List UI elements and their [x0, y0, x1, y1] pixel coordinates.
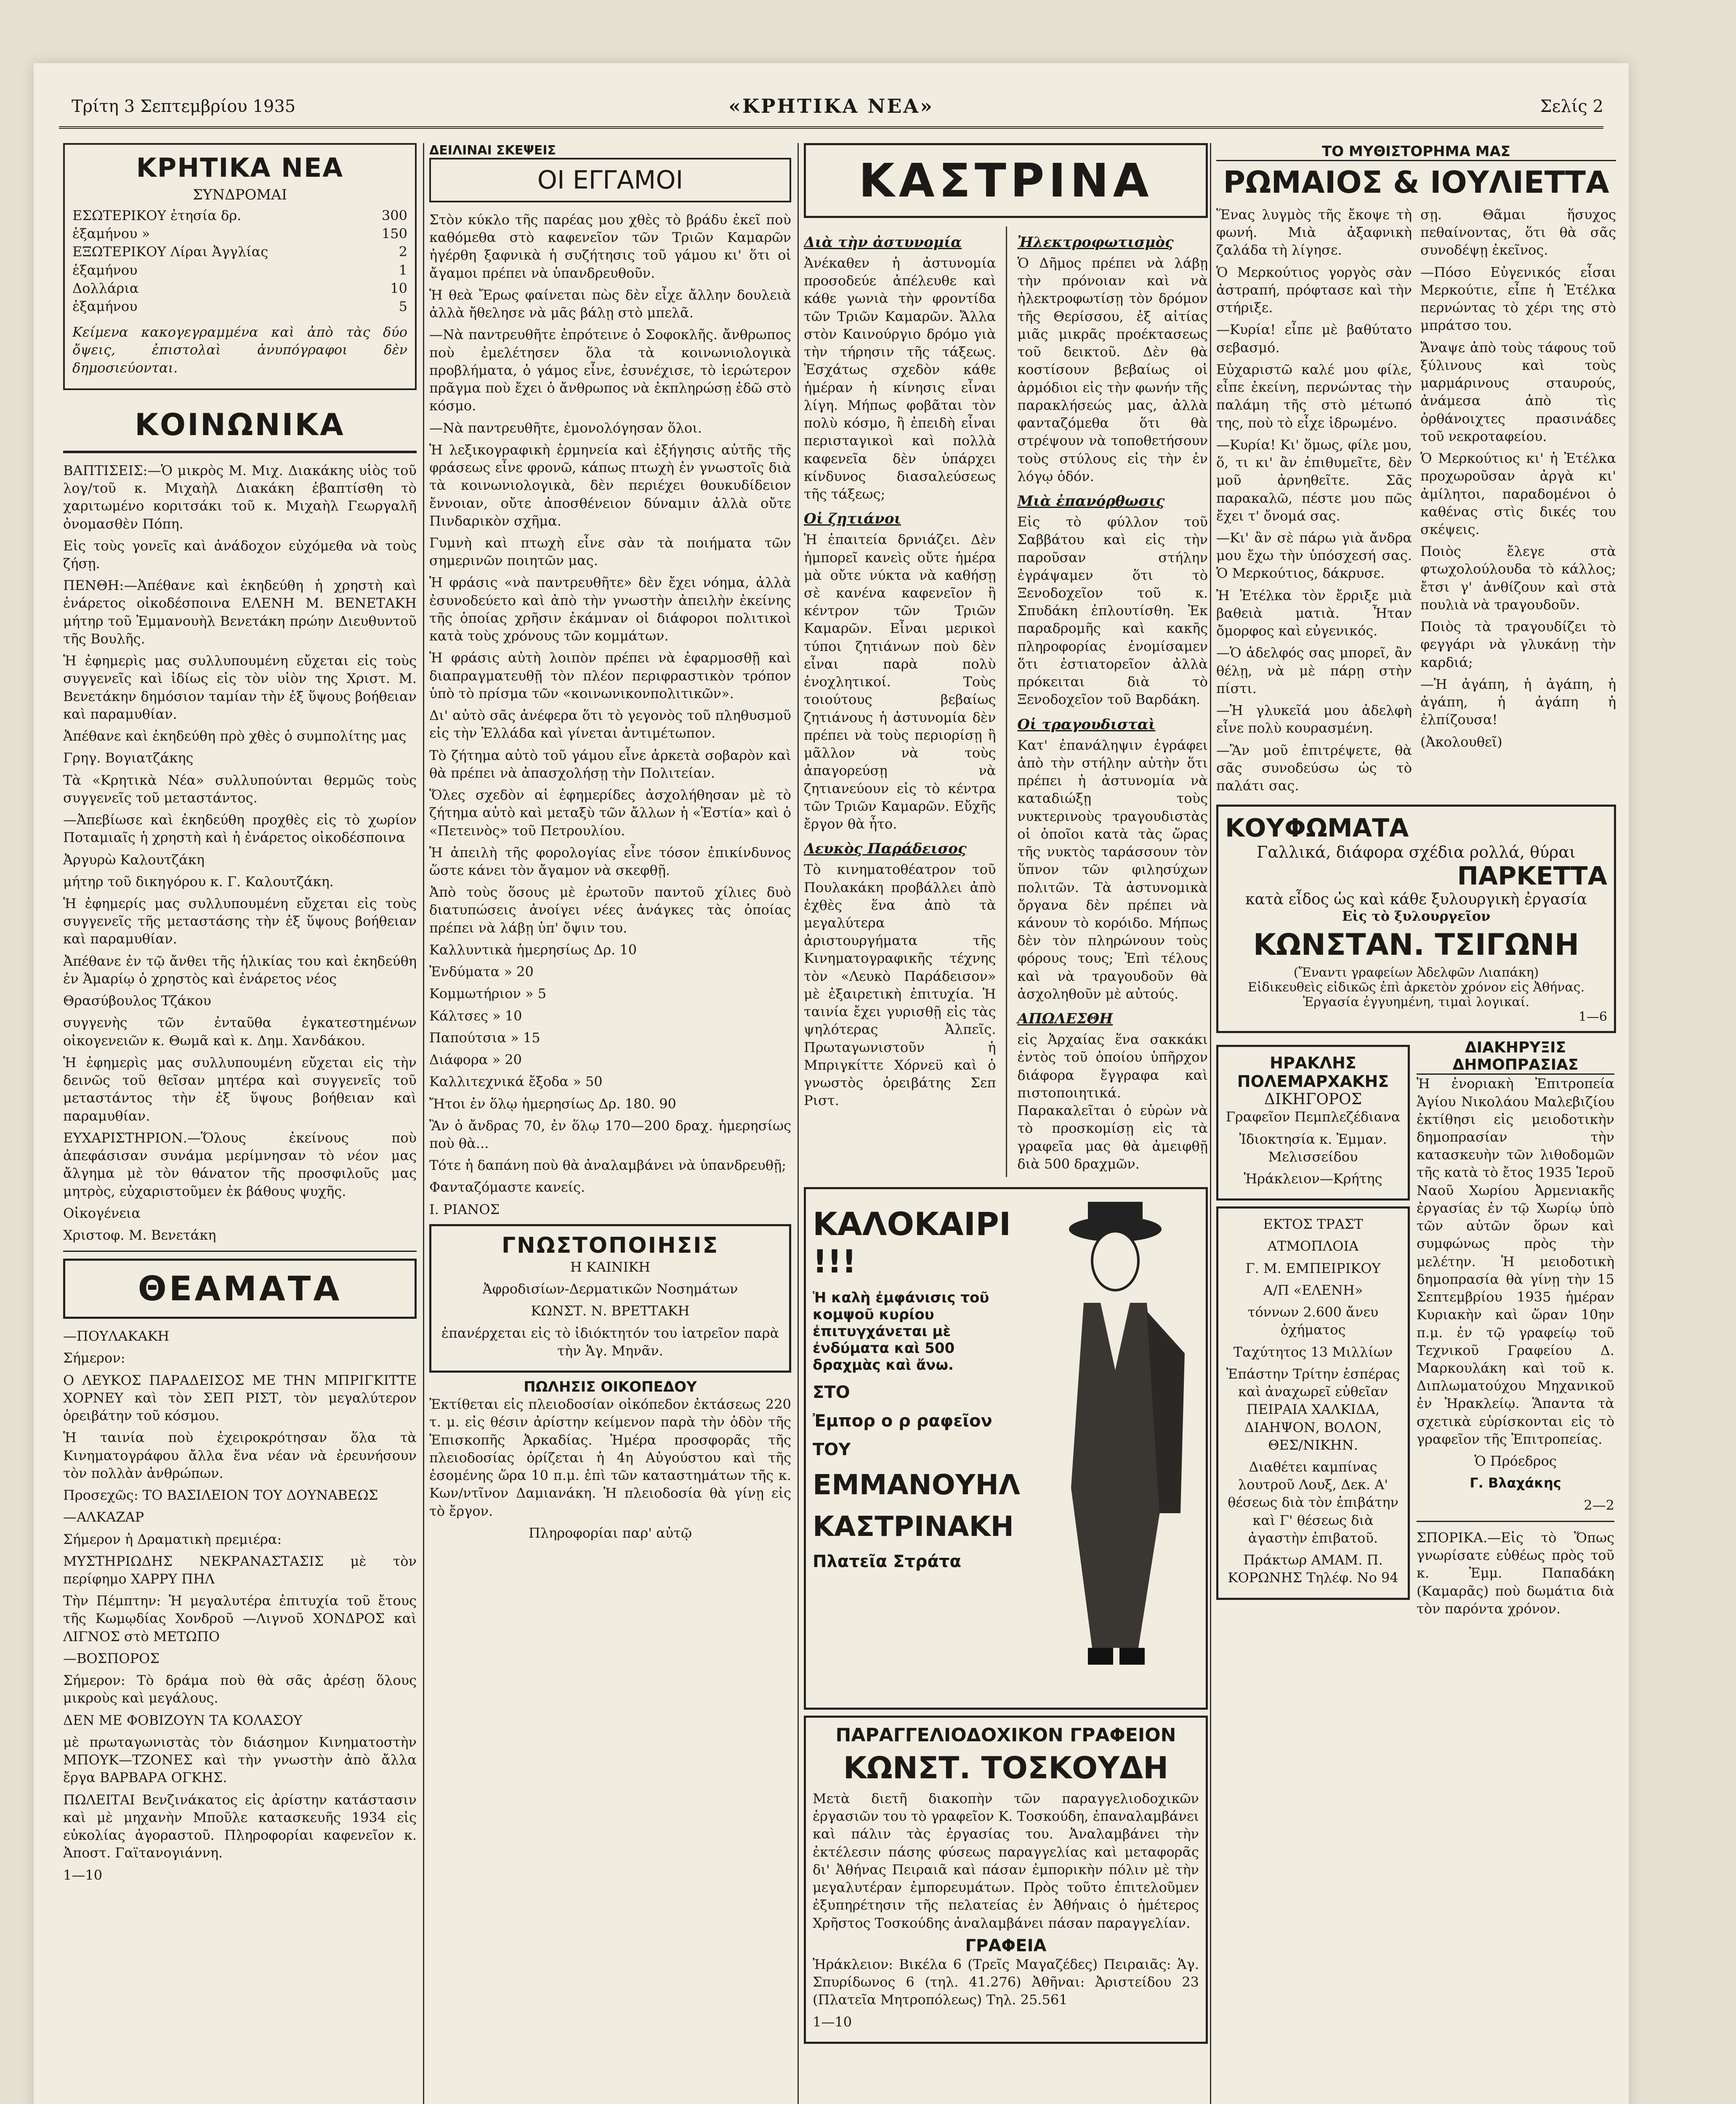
subs-label: ἑξαμήνου »: [72, 226, 150, 242]
paragraph: —Ἡ γλυκεῖά μου ἀδελφὴ εἶνε πολὺ κουρασμένη.: [1216, 702, 1412, 736]
subs-label: ἑξαμήνου: [72, 298, 138, 314]
paragraph: —Ἡ ἀγάπη, ἡ ἀγάπη, ἡ ἀγάπη, ἡ ἀγάπη ἡ ἐλπίζουσα!: [1420, 676, 1616, 728]
paragraph: Ἀπέθανε ἐν τῷ ἄνθει τῆς ἡλικίας του καὶ ἐκηδεύθη ἐν Ἀμαρίῳ ὁ χρηστὸς καὶ ἐνάρετος νέος: [63, 953, 417, 987]
paragraph: —Ἂν μοῦ ἐπιτρέψετε, θὰ σᾶς συνοδεύσω ὡς τὸ παλάτι σας.: [1216, 742, 1412, 794]
subs-rows: [72, 207, 407, 316]
subscription-box: [63, 143, 417, 390]
paragraph: Καλλυντικὰ ἡμερησίως Δρ. 10: [429, 941, 637, 958]
summer-ad-line: ΚΑΣΤΡΙΝΑΚΗ: [813, 1510, 1014, 1543]
divider: [1417, 1521, 1614, 1522]
paragraph: ΠΕΝΘΗ:—Ἀπέθανε καὶ ἐκηδεύθη ἡ χρηστὴ καὶ ἐνάρετος οἰκοδέσποινα ΕΛΕΝΗ Μ. ΒΕΝΕΤΑΚΗ μήτηρ τοῦ Ἐμμανουὴλ Βενετάκη πρώην Διευθυντοῦ τῆς Βουλῆς.: [63, 577, 417, 647]
paragraph: —ΠΟΥΛΑΚΑΚΗ: [63, 1328, 170, 1344]
serial-title: ΡΩΜΑΙΟΣ & ΙΟΥΛΙΕΤΤΑ: [1223, 165, 1609, 200]
sport-text: ΣΠΟΡΙΚΑ.—Εἰς τὸ Ὅπως γνωρίσατε εὐθέως πρὸς τοῦ κ. Ἐμμ. Παπαδάκη (Καμαρᾶς) ποὺ δωμάτια διὰ τὸν παρόντα χρόνον.: [1417, 1529, 1614, 1617]
article-kicker: ΔΕΙΛΙΝΑΙ ΣΚΕΨΕΙΣ: [429, 143, 556, 158]
box-title: ΚΡΗΤΙΚΑ ΝΕΑ: [136, 152, 344, 183]
subs-value: 10: [390, 280, 407, 296]
summer-ad-line: ΕΜΜΑΝΟΥΗΛ: [813, 1469, 1020, 1501]
section-title: Οἱ ζητιάνοι: [804, 510, 901, 528]
lawyer-ad: [1216, 1045, 1410, 1201]
paragraph: Ἤτοι ἐν ὅλῳ ἡμερησίως Δρ. 180. 90: [429, 1095, 676, 1112]
paragraph: Τότε ἡ δαπάνη ποὺ θὰ ἀναλαμβάνει νὰ ὑπανδρευθῇ;: [429, 1157, 787, 1174]
paragraph: ΒΑΠΤΙΣΕΙΣ:—Ὁ μικρὸς Μ. Μιχ. Διακάκης υἱὸς τοῦ λογ/τοῦ κ. Μιχαὴλ Διακάκη ἐβαπτίσθη τὸ χαριτωμένο κοριτσάκι τοῦ κ. Μιχαὴλ Γεωργαλῆ ὀνομασθὲν Πόπη.: [63, 462, 417, 532]
paragraph: Σήμερον:: [63, 1350, 125, 1366]
paragraph: —ΒΟΣΠΟΡΟΣ: [63, 1650, 160, 1666]
summer-ad-text: [813, 1205, 1020, 1572]
paragraph: Τὸ ζήτημα αὐτὸ τοῦ γάμου εἶνε ἀρκετὰ σοβαρὸν καὶ θὰ πρέπει νὰ ἀπασχολήσῃ τὴν Πολιτείαν.: [429, 747, 791, 781]
paragraph: Φανταζόμαστε κανείς.: [429, 1179, 585, 1195]
joinery-name: ΚΩΝΣΤΑΝ. ΤΣΙΓΩΝΗ: [1253, 927, 1579, 962]
agency-offices: Ἡράκλειον: Βικέλα 6 (Τρεῖς Μαγαζέδες) Πειραιᾶς: Ἁγ. Σπυρίδωνος 6 (τηλ. 41.276) Ἀθῆναι: Ἀριστείδου 23 (Πλατεῖα Μητροπόλεως) Τηλ. 25.561: [813, 1956, 1199, 2008]
paragraph: ΔΕΝ ΜΕ ΦΟΒΙΖΟΥΝ ΤΑ ΚΟΛΑΣΟΥ: [63, 1712, 303, 1728]
paragraph: Χριστοφ. Μ. Βενετάκη: [63, 1227, 216, 1243]
lawyer-lines: [1225, 1108, 1401, 1187]
joinery-line: (Ἔναντι γραφείων Ἀδελφῶν Λιαπάκη): [1293, 965, 1539, 980]
paragraph: Γυμνὴ καὶ πτωχὴ εἶνε σὰν τὰ ποιήματα τῶν σημερινῶν ποιητῶν μας.: [429, 534, 791, 569]
paragraph: Τὰ «Κρητικὰ Νέα» συλλυπούνται θερμῶς τοὺς συγγενεῖς τοῦ μεταστάντος.: [63, 772, 417, 806]
paragraph: Ποιὸς ἔλεγε στὰ φτωχολούλουδα τὸ κάλλος; ἔτσι γ' ἀνθίζουν καὶ στὰ πουλιὰ νὰ τραγουδοῦν.: [1420, 543, 1616, 613]
kastrina-right: [1017, 226, 1208, 1177]
subs-value: 5: [399, 298, 407, 314]
paragraph: σῃ. Θᾶμαι ἥσυχος πεθαίνοντας, ὅτι θὰ σᾶς συνοδέψῃ ἐκεῖνος.: [1420, 207, 1616, 258]
column-1: [63, 143, 417, 2104]
serial-kicker: ΤΟ ΜΥΘΙΣΤΟΡΗΜΑ ΜΑΣ: [1216, 143, 1616, 161]
paragraph: Ἄναψε ἀπὸ τοὺς τάφους τοῦ ξύλινους καὶ τοὺς μαρμάρινους σταυρούς, ἀνάμεσα ἀπὸ τὶς ὀρθάνοιχτες πρασινάδες τοῦ νεκροταφείου.: [1420, 339, 1616, 444]
paragraph: μήτηρ τοῦ δικηγόρου κ. Γ. Καλουτζάκη.: [63, 873, 334, 890]
inner-rule: [1006, 226, 1007, 1177]
paragraph: —Κυρία! Κι' ὅμως, φίλε μου, ὅ, τι κι' ἂν ἐπιθυμεῖτε, δὲν μοῦ ἀρνηθεῖτε. Σᾶς παρακαλῶ, πέστε μου πῶς ἔχει τ' ὄνομά σας.: [1216, 436, 1412, 524]
joinery-line: Γαλλικά, διάφορα σχέδια ρολλά, θύραι: [1257, 843, 1576, 862]
theater-title: ΘΕΑΜΑΤΑ: [63, 1259, 417, 1319]
lawyer-name: ΗΡΑΚΛΗΣ ΠΟΛΕΜΑΡΧΑΚΗΣ: [1237, 1054, 1389, 1091]
summer-ad-line: ΤΟΥ: [813, 1440, 851, 1460]
section-title: Οἱ τραγουδισταὶ: [1017, 716, 1156, 733]
paragraph: Ἡ ἀπειλὴ τῆς φορολογίας εἶνε τόσον ἐπικίνδυνος ὥστε κάνει τὸν ἄγαμον νὰ σκεφθῇ.: [429, 844, 791, 878]
paragraph: Α/Π «ΕΛΕΝΗ»: [1263, 1282, 1363, 1298]
section-text: Εἰς τὸ φύλλον τοῦ Σαββάτου καὶ εἰς τὴν παροῦσαν στήλην ἐγράψαμεν ὅτι τὸ Ξενοδοχεῖον τοῦ κ. Σπυδάκη ἐπλουτίσθη. Ἐκ παραδρομῆς καὶ κακῆς πληροφορίας ἐνομίσαμεν ὅτι ἐστιατορεῖον ἀλλὰ πρόκειται διὰ τὸ Ξενοδοχεῖον τοῦ Βαρδάκη.: [1017, 514, 1208, 708]
summer-ad-line: ΣΤΟ: [813, 1383, 850, 1403]
subs-row: [72, 261, 407, 279]
paragraph: Ἰδιοκτησία κ. Ἐμμαν. Μελισσείδου: [1239, 1131, 1387, 1165]
paragraph: Διαθέτει καμπίνας λουτροῦ Λουξ, Δεκ. Α' θέσεως διὰ τὸν ἐπιβάτην καὶ Γ' θέσεως διὰ ἀγαστὴν ἐπιβατοῦ.: [1228, 1459, 1398, 1546]
paragraph: Τὴν Πέμπτην: Ἡ μεγαλυτέρα ἐπιτυχία τοῦ ἔτους τῆς Κωμῳδίας Χονδροῦ —Λιγνοῦ ΧΟΝΔΡΟΣ καὶ ΛΙΓΝΟΣ στὸ ΜΕΤΩΠΟ: [63, 1593, 417, 1644]
paragraph: Πράκτωρ ΑΜΑΜ. Π. ΚΟΡΩΝΗΣ Τηλέφ. Νο 94: [1228, 1552, 1398, 1586]
column-rule: [1210, 143, 1211, 2104]
masthead: [34, 80, 1629, 126]
paragraph: —Κι' ἂν σὲ πάρω γιὰ ἄνδρα μου ἔχω τὴν ὑπόσχεσή σας. Ὁ Μερκούτιος, δάκρυσε.: [1216, 529, 1412, 582]
paragraph: μὲ πρωταγωνιστὰς τὸν διάσημον Κινηματοστὴν ΜΠΟΥΚ—ΤΖΟΝΕΣ καὶ τὴν γνωστὴν ἀπὸ ἄλλα ἔργα ΒΑΡΒΑΡΑ ΟΓΚΗΣ.: [63, 1734, 417, 1786]
paragraph: Ποιὸς τὰ τραγουδίζει τὸ φεγγάρι νὰ γλυκάνῃ τὴν καρδιά;: [1420, 619, 1616, 670]
section-text: Ἡ ἐπαιτεία δρνιάζει. Δὲν ἡμπορεῖ κανεὶς οὔτε ἡμέρα μὰ οὔτε νύκτα νὰ καθήσῃ σὲ κανένα καφενεῖον ἢ κέντρον τῶν Τριῶν Καμαρῶν. Εἶναι μερικοὶ τύποι ζητιάνων ποὺ δὲν εἶναι παρὰ πολὺ ἐνοχλητικοί. Τοὺς τοιούτους βεβαίως ζητιάνους ἡ ἀστυνομία δὲν πρέπει νὰ τοὺς περιορίσῃ ἢ μᾶλλον νὰ τοὺς ἀπαγορεύσῃ νὰ ζητιανεύουν εἰς τὸ κέντρα τῶν Τριῶν Καμαρῶν. Εὔχῆς ἔργον θὰ ἦτο.: [804, 531, 996, 832]
paragraph: Ὁ Μερκούτιος γοργὸς σὰν ἀστραπή, πρόφτασε καὶ τὴν στήριξε.: [1216, 264, 1412, 316]
paragraph: Η ΚΑΙΝΙΚΗ: [570, 1259, 651, 1275]
paragraph: —Πόσο Εὐγενικός εἶσαι Μερκούτιε, εἶπε ἡ Ἐτέλκα περνώντας τὸ χέρι της στὸ μπράτσο του.: [1420, 264, 1616, 334]
paragraph: Ἡ λεξικογραφικὴ ἑρμηνεία καὶ ἐξήγησις αὐτῆς τῆς φράσεως εἶνε φρονῶ, κάπως πτωχὴ ἐν γνωστοῖς διὰ τὰ κοινωνιολογικὰ, δὲν περιέχει θουκυδίδειον ἔννοιαν, οὔτε ἀποσθένειον δύναμιν ἀλλὰ οὔτε Πινδαρικὸν σχῆμα.: [429, 441, 791, 529]
paragraph: Στὸν κύκλο τῆς παρέας μου χθὲς τὸ βράδυ ἐκεῖ ποὺ καθόμεθα στὸ καφενεῖον τῶν Τριῶν Καμαρῶν ἠγέρθη ξαφνικὰ ἡ συζήτησις τοῦ γάμου κι' ὅτι οἱ ἄγαμοι πρέπει νὰ ὑπανδρευθοῦν.: [429, 212, 791, 281]
paragraph: —Νὰ παντρευθῆτε, ἐμονολόγησαν ὅλοι.: [429, 420, 702, 436]
paragraph: Σήμερον ἡ Δραματικὴ πρεμιέρα:: [63, 1531, 282, 1547]
gentleman-illustration: [1025, 1193, 1202, 1682]
paragraph: Ἡ φράσις «νὰ παντρευθῆτε» δὲν ἔχει νόημα, ἀλλὰ ἐσυνοδεύετο καὶ ἀπὸ τὴν γνωστὴν ἀπειλὴν ἐκείνης τῆς ὁποίας χρῆσιν ἐκάμναν οἱ διάφοροι πολιτικοὶ κατὰ τοὺς χρόνους τῶν κομμάτων.: [429, 574, 791, 644]
paragraph: (Ἀκολουθεῖ): [1420, 733, 1502, 750]
column-rule: [423, 143, 424, 2104]
page-number: Σελίς 2: [1540, 97, 1603, 116]
paragraph: Γρηγ. Βογιατζάκης: [63, 750, 194, 766]
lawyer-title: ΔΙΚΗΓΟΡΟΣ: [1264, 1091, 1362, 1108]
paragraph: Κάλτσες » 10: [429, 1007, 522, 1024]
summer-ad-line: ΚΑΛΟΚΑΙΡΙ !!!: [813, 1205, 1011, 1280]
serial-text-a: [1216, 206, 1412, 799]
auction-name: Γ. Βλαχάκης: [1470, 1475, 1561, 1491]
notice-lines: [438, 1258, 782, 1360]
paragraph: Ὁ Μερκούτιος κι' ἡ Ἐτέλκα προχωροῦσαν ἀργὰ κι' ἀμίλητοι, παραδομένοι ὁ καθένας στὶς δικές του σκέψεις.: [1420, 450, 1616, 537]
paragraph: Σήμερον: Τὸ δράμα ποὺ θὰ σᾶς ἀρέσῃ ὅλους μικροὺς καὶ μεγάλους.: [63, 1672, 417, 1706]
section-title: Λευκὸς Παράδεισος: [804, 840, 967, 858]
newspaper-page: [34, 63, 1629, 2104]
paragraph: Ο ΛΕΥΚΟΣ ΠΑΡΑΔΕΙΣΟΣ ΜΕ ΤΗΝ ΜΠΡΙΓΚΙΤΤΕ ΧΟΡΝΕΥ καὶ τὸν ΣΕΠ ΡΙΣΤ, τὸν μεγαλύτερον ὀρειβάτην τοῦ κόσμου.: [63, 1372, 417, 1424]
paragraph: συγγενὴς τῶν ἐνταῦθα ἐγκατεστημένων οἰκογενειῶν κ. Θωμᾶ καὶ κ. Δημ. Χανδάκου.: [63, 1015, 417, 1049]
section-text: εἰς Ἀρχαίας ἕνα σακκάκι ἐντὸς τοῦ ὁποίου ὑπῆρχον διάφορα ἔγγραφα καὶ πιστοποιητικά. Παρακαλεῖται ὁ εὑρὼν νὰ τὸ προσκομίσῃ εἰς τὰ γραφεῖα μας θὰ ἀμειφθῇ διὰ 500 δραχμῶν.: [1017, 1031, 1208, 1172]
subs-row: [72, 298, 407, 316]
paragraph: ΕΥΧΑΡΙΣΤΗΡΙΟΝ.—Ὅλους ἐκείνους ποὺ ἀπεφάσισαν συνάμα μερίμνησαν τὸ νέον μας ἄλγημα μὲ τὸν θάνατον τῆς προσφιλοῦς μας μητρὸς, εὐχαριστοῦμεν ἐκ βάθους ψυχῆς.: [63, 1129, 417, 1199]
paragraph: ΕΚΤΟΣ ΤΡΑΣΤ: [1263, 1216, 1363, 1233]
paragraph: ΜΥΣΤΗΡΙΩΔΗΣ ΝΕΚΡΑΝΑΣΤΑΣΙΣ μὲ τὸν περίφημο ΧΑΡΡΥ ΠΗΛ: [63, 1553, 417, 1587]
paragraph: Ἡ Ἐτέλκα τὸν ἔρριξε μιὰ βαθειὰ ματιὰ. Ἦταν ὄμορφος καὶ εὐγενικός.: [1216, 587, 1412, 639]
paper-name: «ΚΡΗΤΙΚΑ ΝΕΑ»: [728, 95, 934, 117]
column-4: [1216, 143, 1616, 2104]
shipping-lines: [1225, 1215, 1401, 1586]
joinery-line: κατὰ εἶδος ὡς καὶ κάθε ξυλουργικὴ ἐργασία: [1245, 891, 1587, 909]
subs-value: 300: [381, 207, 407, 223]
subs-row: [72, 243, 407, 261]
paragraph: Εἰς τοὺς γονεῖς καὶ ἀνάδοχον εὐχόμεθα νὰ τοὺς ζήσῃ.: [63, 537, 417, 571]
paragraph: Θρασύβουλος Τζάκου: [63, 993, 211, 1009]
paragraph: Ἕνας λυγμὸς τῆς ἔκοψε τὴ φωνή. Μιὰ ἀξαφνικὴ ζαλάδα τὴ λίγησε.: [1216, 207, 1412, 258]
notice-ad: [429, 1224, 791, 1373]
auction-text: Ἡ ἐνοριακὴ Ἐπιτροπεία Ἁγίου Νικολάου Μαλεβιζίου ἐκτίθησι εἰς μειοδοτικὴν δημοπρασίαν τὴν κατασκευὴν τῶν λιθοδομῶν τῆς κατὰ τὸ ἔτος 1935 Ἱεροῦ Ναοῦ Χωρίου Ἀρμενιακῆς ἐργασίας ἐν τῷ Χωρίῳ ὑπὸ τῶν αὐτῶν ὅρων καὶ συμφώνως πρὸς τὴν μελέτην. Ἡ μειοδοτικὴ δημοπρασία θὰ γίνῃ τὴν 15 Σεπτεμβρίου 1935 ἡμέραν Κυριακὴν καὶ ὥραν 10ην π.μ. ἐν τῷ γραφείῳ τοῦ Τεχνικοῦ Γραφείου Δ. Μαρκουλάκη καὶ τοῦ κ. Διπλωματούχου Μηχανικοῦ ἐν Ἡρακλείῳ. Ἅπαντα τὰ σχετικὰ εὑρίσκονται εἰς τὸ γραφεῖον τῆς Ἐπιτροπείας.: [1417, 1076, 1614, 1447]
article-body: [429, 211, 791, 1218]
paragraph: Δι' αὐτὸ σᾶς ἀνέφερα ὅτι τὸ γεγονὸς τοῦ πληθυσμοῦ εἰς τὴν Ἑλλάδα καὶ γίνεται ἀντιμέτωπον.: [429, 707, 791, 741]
paragraph: Ἡ ἐφημερίς μας συλλυπουμένη εὔχεται εἰς τοὺς συγγενεῖς τῆς μεταστάσης τὴν ἐξ ὕψους βοήθειαν καὶ παραμυθίαν.: [63, 895, 417, 947]
article-title: ΟΙ ΕΓΓΑΜΟΙ: [429, 158, 791, 202]
sale-text: Ἐκτίθεται εἰς πλειοδοσίαν οἰκόπεδον ἐκτάσεως 220 τ. μ. εἰς θέσιν ἀρίστην κείμενον παρὰ τὴν ὁδὸν τῆς Ἐπισκοπῆς Ἀρκαδίας. Ἡμέρα προσφορᾶς τῆς πλειοδοσίας ὀρίζεται ἡ 4η Αὐγούστου καὶ τῆς ἐσομένης ὥρα 10 π.μ. ἐπὶ τῶν καταστημάτων τῆς κ. Κων/ντῖνον Δαμιανάκη. Ἡ πλειοδοσία θὰ γίνῃ εἰς τὸ ἔργον.: [429, 1396, 791, 1519]
section-text: Τὸ κινηματοθέατρον τοῦ Πουλακάκη προβάλλει ἀπὸ ἐχθὲς ἕνα ἀπὸ τὰ μεγαλύτερα ἀριστουργήματα τῆς Κινηματογραφικῆς τέχνης τὸν «Λευκὸ Παράδεισον» μὲ ἐξαιρετικὴ ἐπιτυχία. Ἡ ταινία ἔχει γυρισθῇ εἰς τὰς ψηλότερας Ἀλπεῖς. Πρωταγωνιστοῦν ἡ Μπριγκίττε Χόρνεϋ καὶ ὁ γνωστὸς ὀρειβάτης Σεπ Ριστ.: [804, 861, 996, 1109]
auction-title: ΔΙΑΚΗΡΥΞΙΣ ΔΗΜΟΠΡΑΣΙΑΣ: [1417, 1039, 1614, 1075]
paragraph: Ἀφροδισίων-Δερματικῶν Νοσημάτων: [482, 1281, 738, 1297]
paragraph: Προσεχῶς: ΤΟ ΒΑΣΙΛΕΙΟΝ ΤΟΥ ΔΟΥΝΑΒΕΩΣ: [63, 1487, 378, 1504]
joinery-subtitle: ΠΑΡΚΕΤΤΑ: [1457, 861, 1607, 891]
summer-ad-line: Ἡ καλὴ ἐμφάνισις τοῦ κομψοῦ κυρίου ἐπιτυγχάνεται μὲ ἐνδύματα καὶ 500 δραχμὰς καὶ ἄνω.: [813, 1289, 989, 1374]
subs-label: ΕΞΩΤΕΡΙΚΟΥ Λίραι Ἀγγλίας: [72, 244, 269, 260]
paragraph: —ΑΛΚΑΖΑΡ: [63, 1509, 144, 1525]
summer-ad-line: Ἐμπορ ο ρ ραφεῖον: [813, 1411, 992, 1431]
auction-footer: 2—2: [1584, 1497, 1614, 1513]
paragraph: Ὅλες σχεδὸν αἱ ἐφημερίδες ἀσχολήθησαν μὲ τὸ ζήτημα αὐτὸ καὶ μεταξὺ τῶν ἄλλων ἡ «Ἑστία» καὶ ὁ «Πετεινὸς» τοῦ Πετρουλίου.: [429, 787, 791, 839]
joinery-line: Εἰδικευθεὶς εἰδικῶς ἐπὶ ἀρκετὸν χρόνον εἰς Ἀθήνας. Ἐργασία ἐγγυημένη, τιμαὶ λογικαί.: [1247, 980, 1585, 1010]
joinery-title: ΚΟΥΦΩΜΑΤΑ: [1225, 813, 1409, 843]
section-text: Ὁ Δῆμος πρέπει νὰ λάβῃ τὴν πρόνοιαν καὶ νὰ ἠλεκτροφωτίσῃ τὸν δρόμον τῆς Θερίσσου, ἐξ αἰτίας μιᾶς μικρᾶς προέκτασεως τοῦ δεικτοῦ. Δὲν θὰ κοστίσουν βεβαίως οἱ ἀρμόδιοι εἰς τὴν φωνήν τῆς παρακλήσεώς μας, ἀλλὰ φανταζόμεθα ὅτι θὰ στρέψουν νὰ τοποθετήσουν τοὺς στύλους εἰς τὴν ἐν λόγῳ ὁδόν.: [1017, 255, 1208, 484]
paragraph: Ἀπέθανε καὶ ἐκηδεύθη πρὸ χθὲς ὁ συμπολίτης μας: [63, 728, 407, 744]
paragraph: Ι. ΡΙΑΝΟΣ: [429, 1201, 500, 1217]
social-title: ΚΟΙΝΩΝΙΚΑ: [63, 398, 417, 453]
social-section: [63, 462, 417, 1244]
paragraph: —Νὰ παντρευθῆτε ἐπρότεινε ὁ Σοφοκλῆς. ἄνθρωπος ποὺ ἐμελέτησεν ὅλα τὰ κοινωνιολογικὰ προβλήματα, ὁ γάμος εἶνε, ἐσυνέχισε, τὸ ἱερώτερον πρᾶγμα ποὺ ἔχει ὁ ἄνθρωπος νὰ ἐκπληρώσῃ ἐδῶ στὸ κόσμο.: [429, 327, 791, 414]
paragraph: Κομμωτήριον » 5: [429, 986, 547, 1002]
paragraph: Διάφορα » 20: [429, 1052, 522, 1068]
divider: [63, 1251, 417, 1252]
subs-row: [72, 225, 407, 243]
subs-note: Κείμενα κακογεγραμμένα καὶ ἀπὸ τὰς δύο ὄψεις, ἐπιστολαὶ ἀνυπόγραφοι δὲν δημοσιεύονται.: [72, 324, 407, 376]
agency-text: Μετὰ διετῆ διακοπὴν τῶν παραγγελιοδοχικῶν ἐργασιῶν του τὸ γραφεῖον Κ. Τοσκούδη, ἐπαναλαμβάνει καὶ πάλιν τὰς ἐργασίας του. Ἀναλαμβάνει τὴν ἐκτέλεσιν πάσης φύσεως παραγγελίας καὶ μεταφορᾶς δι' Ἀθήνας Πειραιᾶ καὶ πάσαν ἐμπορικὴν πόλιν μὲ τὴν μεγαλυτέραν ἐμπορευμάτων. Πρὸς τοῦτο ἐπιτελοῦμεν ἐξυπηρέτησιν τῆς πελατείας ἐν Ἀθήναις ὁ ἡμέτερος Χρῆστος Τοσκούδης ἀναλαμβάνει πάσαν παραγγελίαν.: [813, 1791, 1199, 1931]
subs-value: 150: [381, 226, 407, 242]
subs-label: ΕΣΩΤΕΡΙΚΟΥ ἐτησία δρ.: [72, 207, 242, 223]
masthead-rule: [59, 126, 1603, 129]
agency-name: ΚΩΝΣΤ. ΤΟΣΚΟΥΔΗ: [843, 1750, 1169, 1786]
column-2: [429, 143, 791, 2104]
ads-right: [1417, 1039, 1614, 1622]
paragraph: Ἀπὸ τοὺς ὅσους μὲ ἐρωτοῦν παντοῦ χίλιες δυὸ διατυπώσεις ἀνοίγει νέες ἀνάγκες τὰς ὁποίας πρέπει νὰ λάβῃ ὑπ' ὄψιν του.: [429, 884, 791, 936]
kastrina-banner: ΚΑΣΤΡΙΝΑ: [804, 143, 1208, 218]
theater-section: [63, 1327, 417, 1884]
subs-value: 2: [399, 244, 407, 260]
section-title: Μιὰ ἐπανόρθωσις: [1017, 493, 1165, 510]
agency-title: ΠΑΡΑΓΓΕΛΙΟΔΟΧΙΚΟΝ ΓΡΑΦΕΙΟΝ: [835, 1724, 1176, 1746]
agency-ad: [804, 1716, 1208, 2044]
section-text: Ἀνέκαθεν ἡ ἀστυνομία προσοδεύε ἀπέλευθε καὶ κάθε γωνιὰ τὴν φροντίδα τῶν Τριῶν Καμαρῶν. Ἄλλα στὸν Καινούργιο δρόμο γιὰ τὴν τήρησιν τῆς τάξεως. Ἐσχάτως σχεδὸν κάθε ἡμέραν ἡ κίνησις εἶναι λίγη. Μήπως φοβᾶται τὸν πολὺ κόσμο, ἢ ἐπειδὴ εἶναι περισταγικοὶ καὶ πολλὰ καφενεῖα δὲν ὑπάρχει κίνδυνος διασαλεύσεως τῆς τάξεως;: [804, 255, 996, 502]
paragraph: Εὐχαριστῶ καλέ μου φίλε, εἶπε ἐκείνη, περνώντας τὴν παλάμη τῆς στὸ μέτωπό της, ποὺ τὸ εἶχε ἱδρωμένο.: [1216, 361, 1412, 431]
paragraph: ΑΤΜΟΠΛΟΙΑ: [1267, 1238, 1359, 1254]
paragraph: Ἡ φράσις αὐτὴ λοιπὸν πρέπει νὰ ἐφαρμοσθῇ καὶ διαπραγματευθῇ τὸν πλέον περιφραστικὸν τρόπον ὑπὸ τὸ πρίσμα τῶν «κοινωνικονπολιτικῶν».: [429, 650, 791, 701]
column-3: [804, 143, 1208, 2104]
section-text: Κατ' ἐπανάληψιν ἐγράφει ἀπὸ τὴν στήλην αὐτὴν ὅτι πρέπει ἡ ἀστυνομία νὰ καταδιώξῃ τοὺς νυκτερινοὺς τραγουδιστὰς οἱ ὁποῖοι κατὰ τὰς ὥρας τῆς νυκτὸς ταράσσουν τὸν ὕπνον τῶν φιλησύχων πολιτῶν. Τὰ ἀστυνομικὰ ὄργανα δὲν πρέπει νὰ κάνουν τὸ κορόιδο. Μήπως δὲν τὸν πληρώνουν τοὺς φόρους τους; Ἐπὶ τέλους καὶ νὰ τραγουδοῦν θὰ ἀσχοληθοῦν μὲ αὐτούς.: [1017, 737, 1208, 1002]
paragraph: Γραφεῖον Πεμπλεζέδιανα: [1226, 1109, 1401, 1125]
paragraph: Παπούτσια » 15: [429, 1029, 540, 1046]
paragraph: Ἐπάστην Τρίτην ἑσπέρας καὶ ἀναχωρεῖ εὐθεῖαν ΠΕΙΡΑΙΑ ΧΑΛΚΙΔΑ, ΔΙΑΗΨΟΝ, ΒΟΛΟΝ, ΘΕΣ/ΝΙΚΗΝ.: [1226, 1365, 1400, 1453]
paragraph: τόννων 2.600 ἄνευ ὀχήματος: [1247, 1304, 1379, 1338]
paragraph: Ταχύτητος 13 Μιλλίων: [1233, 1344, 1393, 1360]
subs-row: [72, 207, 407, 225]
subs-label: ἑξαμήνου: [72, 262, 138, 278]
paragraph: 1—10: [63, 1867, 103, 1883]
paragraph: Ἡ ἐφημερὶς μας συλλυπουμένη εὔχεται εἰς τὴν δεινῶς τοῦ θεῖσαν μητέρα καὶ συγγενεῖς τοῦ μεταστάντος τὴν ἐξ ὕψους βοήθειαν καὶ παραμυθίαν.: [63, 1054, 417, 1124]
paragraph: Καλλιτεχνικά ἔξοδα » 50: [429, 1073, 603, 1090]
sale-title: ΠΩΛΗΣΙΣ ΟΙΚΟΠΕΔΟΥ: [524, 1379, 697, 1396]
sale-footer: Πληροφορίαι παρ' αὐτῷ: [528, 1525, 692, 1541]
column-rule: [798, 143, 799, 2104]
section-title: ΑΠΩΛΕΣΘΗ: [1017, 1010, 1113, 1028]
serial-text-b: [1420, 206, 1616, 799]
kastrina-left: [804, 226, 996, 1177]
paragraph: ΠΩΛΕΙΤΑΙ Βενζινάκατος εἰς ἀρίστην κατάστασιν καὶ μὲ μηχανὴν Μποῦλε κατασκευῆς 1934 εἰς εὐκολίας ἀγοραστοῦ. Πληροφορίαι καφενεῖον κ. Ἀποστ. Γαϊτανογιάννη.: [63, 1791, 417, 1861]
shipping-ad: [1216, 1206, 1410, 1599]
paragraph: Ἡράκλειον—Κρήτης: [1244, 1170, 1382, 1187]
agency-offices-title: ΓΡΑΦΕΙΑ: [965, 1936, 1047, 1955]
notice-title: ΓΝΩΣΤΟΠΟΙΗΣΙΣ: [501, 1233, 719, 1258]
subs-row: [72, 279, 407, 298]
paragraph: Ἡ θεὰ Ἔρως φαίνεται πὼς δὲν εἶχε ἄλλην δουλειὰ ἀλλὰ ἤθελησε νὰ μᾶς βάλῃ στὸ μπελᾶ.: [429, 287, 791, 321]
section-title: Διὰ τὴν ἀστυνομία: [804, 234, 962, 251]
paragraph: Ἡ ἐφημερὶς μας συλλυπουμένη εὔχεται εἰς τοὺς συγγενεῖς καὶ ἰδίως εἰς τὸν υἱὸν της Χριστ. Μ. Βενετάκην δημόσιον ταμίαν τὴν ἐξ ὕψους βοήθειαν καὶ παραμυθίαν.: [63, 653, 417, 722]
paragraph: Ἂν ὁ ἄνδρας 70, ἐν ὅλῳ 170—200 δραχ. ἡμερησίως ποὺ θὰ...: [429, 1117, 791, 1152]
paragraph: ΚΩΝΣΤ. Ν. ΒΡΕΤΤΑΚΗ: [531, 1303, 690, 1319]
summer-ad-line: Πλατεῖα Στράτα: [813, 1552, 962, 1572]
section-title: Ἠλεκτροφωτισμὸς: [1017, 234, 1174, 251]
paragraph: Ἀργυρὼ Καλουτζάκη: [63, 851, 205, 868]
ads-left: [1216, 1039, 1410, 1622]
auction-sign: Ὁ Πρόεδρος: [1474, 1453, 1557, 1469]
joinery-footer: 1—6: [1578, 1009, 1607, 1025]
paragraph: Ἡ ταινία ποὺ ἐχειροκρότησαν ὅλα τὰ Κινηματογράφου ἄλλα ἕνα νέαν νὰ ἐρευνήσουν τὸν πολλὰν ἀνθρώπων.: [63, 1429, 417, 1481]
paragraph: —Ὁ ἀδελφός σας μπορεῖ, ἂν θέλῃ, νὰ μὲ πάρῃ στὴν πίστι.: [1216, 645, 1412, 696]
subs-title: ΣΥΝΔΡΟΜΑΙ: [192, 186, 287, 203]
paragraph: Οἰκογένεια: [63, 1205, 141, 1221]
paragraph: —Ἀπεβίωσε καὶ ἐκηδεύθη προχθὲς εἰς τὸ χωρίον Ποταμιαῖς ἡ χρηστὴ καὶ ἡ ἐνάρετος οἰκοδέσποινα: [63, 812, 417, 846]
paragraph: Γ. Μ. ΕΜΠΕΙΡΙΚΟΥ: [1245, 1260, 1381, 1276]
agency-footer: 1—10: [813, 2014, 852, 2030]
subs-label: Δολλάρια: [72, 280, 139, 296]
paragraph: —Κυρία! εἶπε μὲ βαθύτατο σεβασμό.: [1216, 321, 1412, 356]
joinery-line: Εἰς τὸ ξυλουργεῖον: [1342, 908, 1491, 924]
issue-date: Τρίτη 3 Σεπτεμβρίου 1935: [72, 97, 296, 116]
joinery-ad: [1216, 805, 1616, 1033]
subs-value: 1: [399, 262, 407, 278]
paragraph: ἐπανέρχεται εἰς τὸ ἰδιόκτητόν του ἰατρεῖον παρὰ τὴν Ἁγ. Μηνᾶν.: [441, 1325, 779, 1359]
paragraph: Ἐνδύματα » 20: [429, 964, 534, 980]
summer-ad: [804, 1187, 1208, 1710]
